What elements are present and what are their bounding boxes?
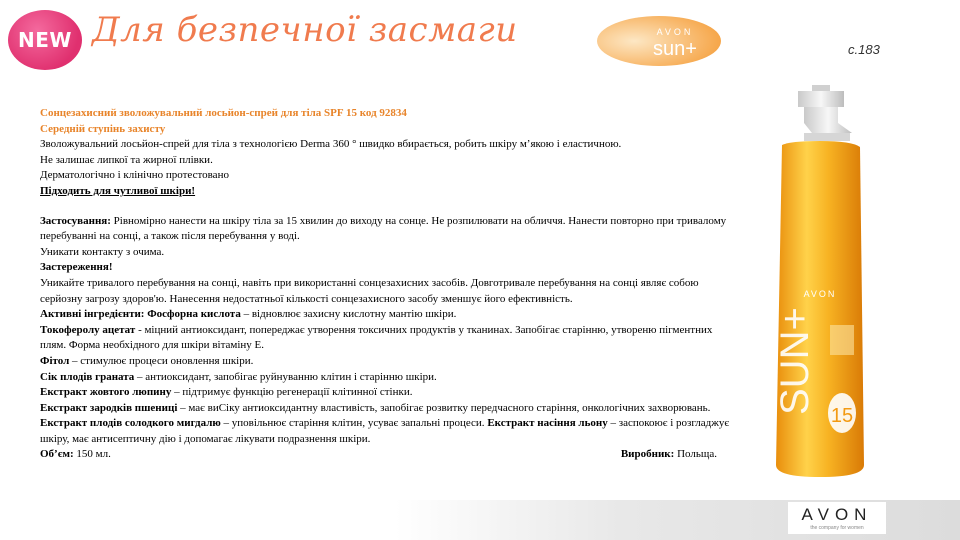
volume-label: Об’єм: bbox=[40, 448, 74, 461]
volume bbox=[40, 447, 111, 463]
ingredient-line bbox=[40, 354, 735, 370]
usage-paragraph bbox=[40, 214, 735, 245]
ingredient-name: Екстракт зародків пшениці bbox=[40, 401, 178, 414]
product-name: Сонцезахисний зволожувальний лосьйон-спрей для тіла SPF 15 код 92834 bbox=[40, 107, 407, 119]
product-bottle-image bbox=[760, 85, 880, 485]
logo-product-text: sun+ bbox=[653, 38, 697, 60]
avon-sun-logo bbox=[595, 14, 723, 68]
ingredients-label: Активні інгредієнти: bbox=[40, 308, 145, 321]
maker-value: Польща. bbox=[674, 448, 717, 461]
ingredient-text: – відновлює захисну кислотну мантію шкіри. bbox=[240, 308, 457, 321]
ingredient-text: – уповільнює старіння клітин, усуває запальні процеси. bbox=[220, 417, 488, 430]
protection-level: Середній ступінь захисту bbox=[40, 122, 166, 135]
new-badge bbox=[8, 10, 82, 70]
footer-brand: AVON bbox=[801, 505, 873, 524]
sensitive-skin-text: Підходить для чутливої шкіри! bbox=[40, 184, 196, 197]
ingredient-line bbox=[40, 416, 735, 447]
ingredient-line bbox=[40, 307, 735, 323]
ingredient-text: – стимулює процеси оновлення шкіри. bbox=[69, 354, 254, 367]
avon-footer-logo bbox=[788, 502, 886, 534]
ingredient-text: – підтримує функцію регенерації клітинної стінки. bbox=[171, 386, 413, 399]
usage-eyes-text: Уникати контакту з очима. bbox=[40, 245, 165, 258]
new-badge-label: NEW bbox=[18, 28, 72, 52]
bottle-spf-text: 15 bbox=[830, 405, 854, 427]
logo-brand-text: AVON bbox=[656, 27, 694, 37]
ingredient-text: – має виСіку антиоксидантну властивість, запобігає розвитку передчасного старіння, онкологічних захворювань. bbox=[177, 401, 711, 414]
page-number: с.183 bbox=[848, 42, 880, 57]
ingredient-text: – заспокоює і розгладжує шкіру, має антисептичну дію і допомагає лікувати подразнення шкіри. bbox=[40, 417, 730, 445]
ingredient-text: – антиоксидант, запобігає руйнуванню клітин і старінню шкіри. bbox=[134, 370, 437, 383]
bottle-brand-text: AVON bbox=[803, 289, 837, 299]
page-title: Для безпечної засмаги bbox=[92, 10, 518, 50]
bottle-product-text: SUN+ bbox=[773, 307, 817, 415]
usage-text: Рівномірно нанести на шкіру тіла за 15 хвилин до виходу на сонце. Не розпилювати на обличчя. Нанести повторно при тривалому перебуванні на сонці, а також після перебування у воді. bbox=[40, 214, 727, 243]
ingredient-name: Фітол bbox=[40, 354, 70, 367]
ingredient-text: - міцний антиоксидант, попереджає утворення токсичних продуктів у тканинах. Запобігає старінню, утвореню пігментних плям. Форма необхідного для шкіри вітаміну Е. bbox=[40, 323, 713, 352]
ingredient-line bbox=[40, 370, 735, 386]
maker-label: Виробник: bbox=[620, 448, 675, 461]
ingredient-name: Сік плодів граната bbox=[40, 370, 135, 383]
usage-label: Застосування: bbox=[40, 214, 111, 227]
ingredient-name: Екстракт жовтого люпину bbox=[40, 386, 172, 399]
product-desc-text: Зволожувальний лосьйон-спрей для тіла з технологією Derma 360 ° швидко вбирається, робить шкіру м’якою і еластичною. bbox=[40, 138, 622, 151]
warning-label: Застереження! bbox=[40, 261, 113, 274]
ingredient-line bbox=[40, 323, 735, 354]
volume-maker-line bbox=[40, 447, 735, 463]
ingredient-name: Токоферолу ацетат bbox=[40, 323, 136, 336]
maker bbox=[621, 447, 717, 463]
ingredient-name: Фосфорна кислота bbox=[147, 308, 241, 321]
no-residue-text: Не залишає липкої та жирної плівки. bbox=[40, 153, 213, 166]
ingredient-line bbox=[40, 401, 735, 417]
ingredient-line bbox=[40, 385, 735, 401]
tested-text: Дерматологічно і клінічно протестовано bbox=[40, 169, 229, 182]
footer-tagline: the company for women bbox=[810, 525, 864, 531]
ingredient-name: Екстракт насіння льону bbox=[487, 417, 608, 430]
warning-text: Уникайте тривалого перебування на сонці, навіть при використанні сонцезахисних засобів. Довготривале перебування на сонці являє собою серйозну загрозу здоров'ю. Нанесення недостатньої кількості сонцезахисного засобу зменшує його ефективність. bbox=[40, 276, 699, 305]
volume-value: 150 мл. bbox=[73, 448, 111, 461]
ingredient-name: Екстракт плодів солодкого мигдалю bbox=[40, 417, 221, 430]
product-description bbox=[40, 106, 735, 463]
